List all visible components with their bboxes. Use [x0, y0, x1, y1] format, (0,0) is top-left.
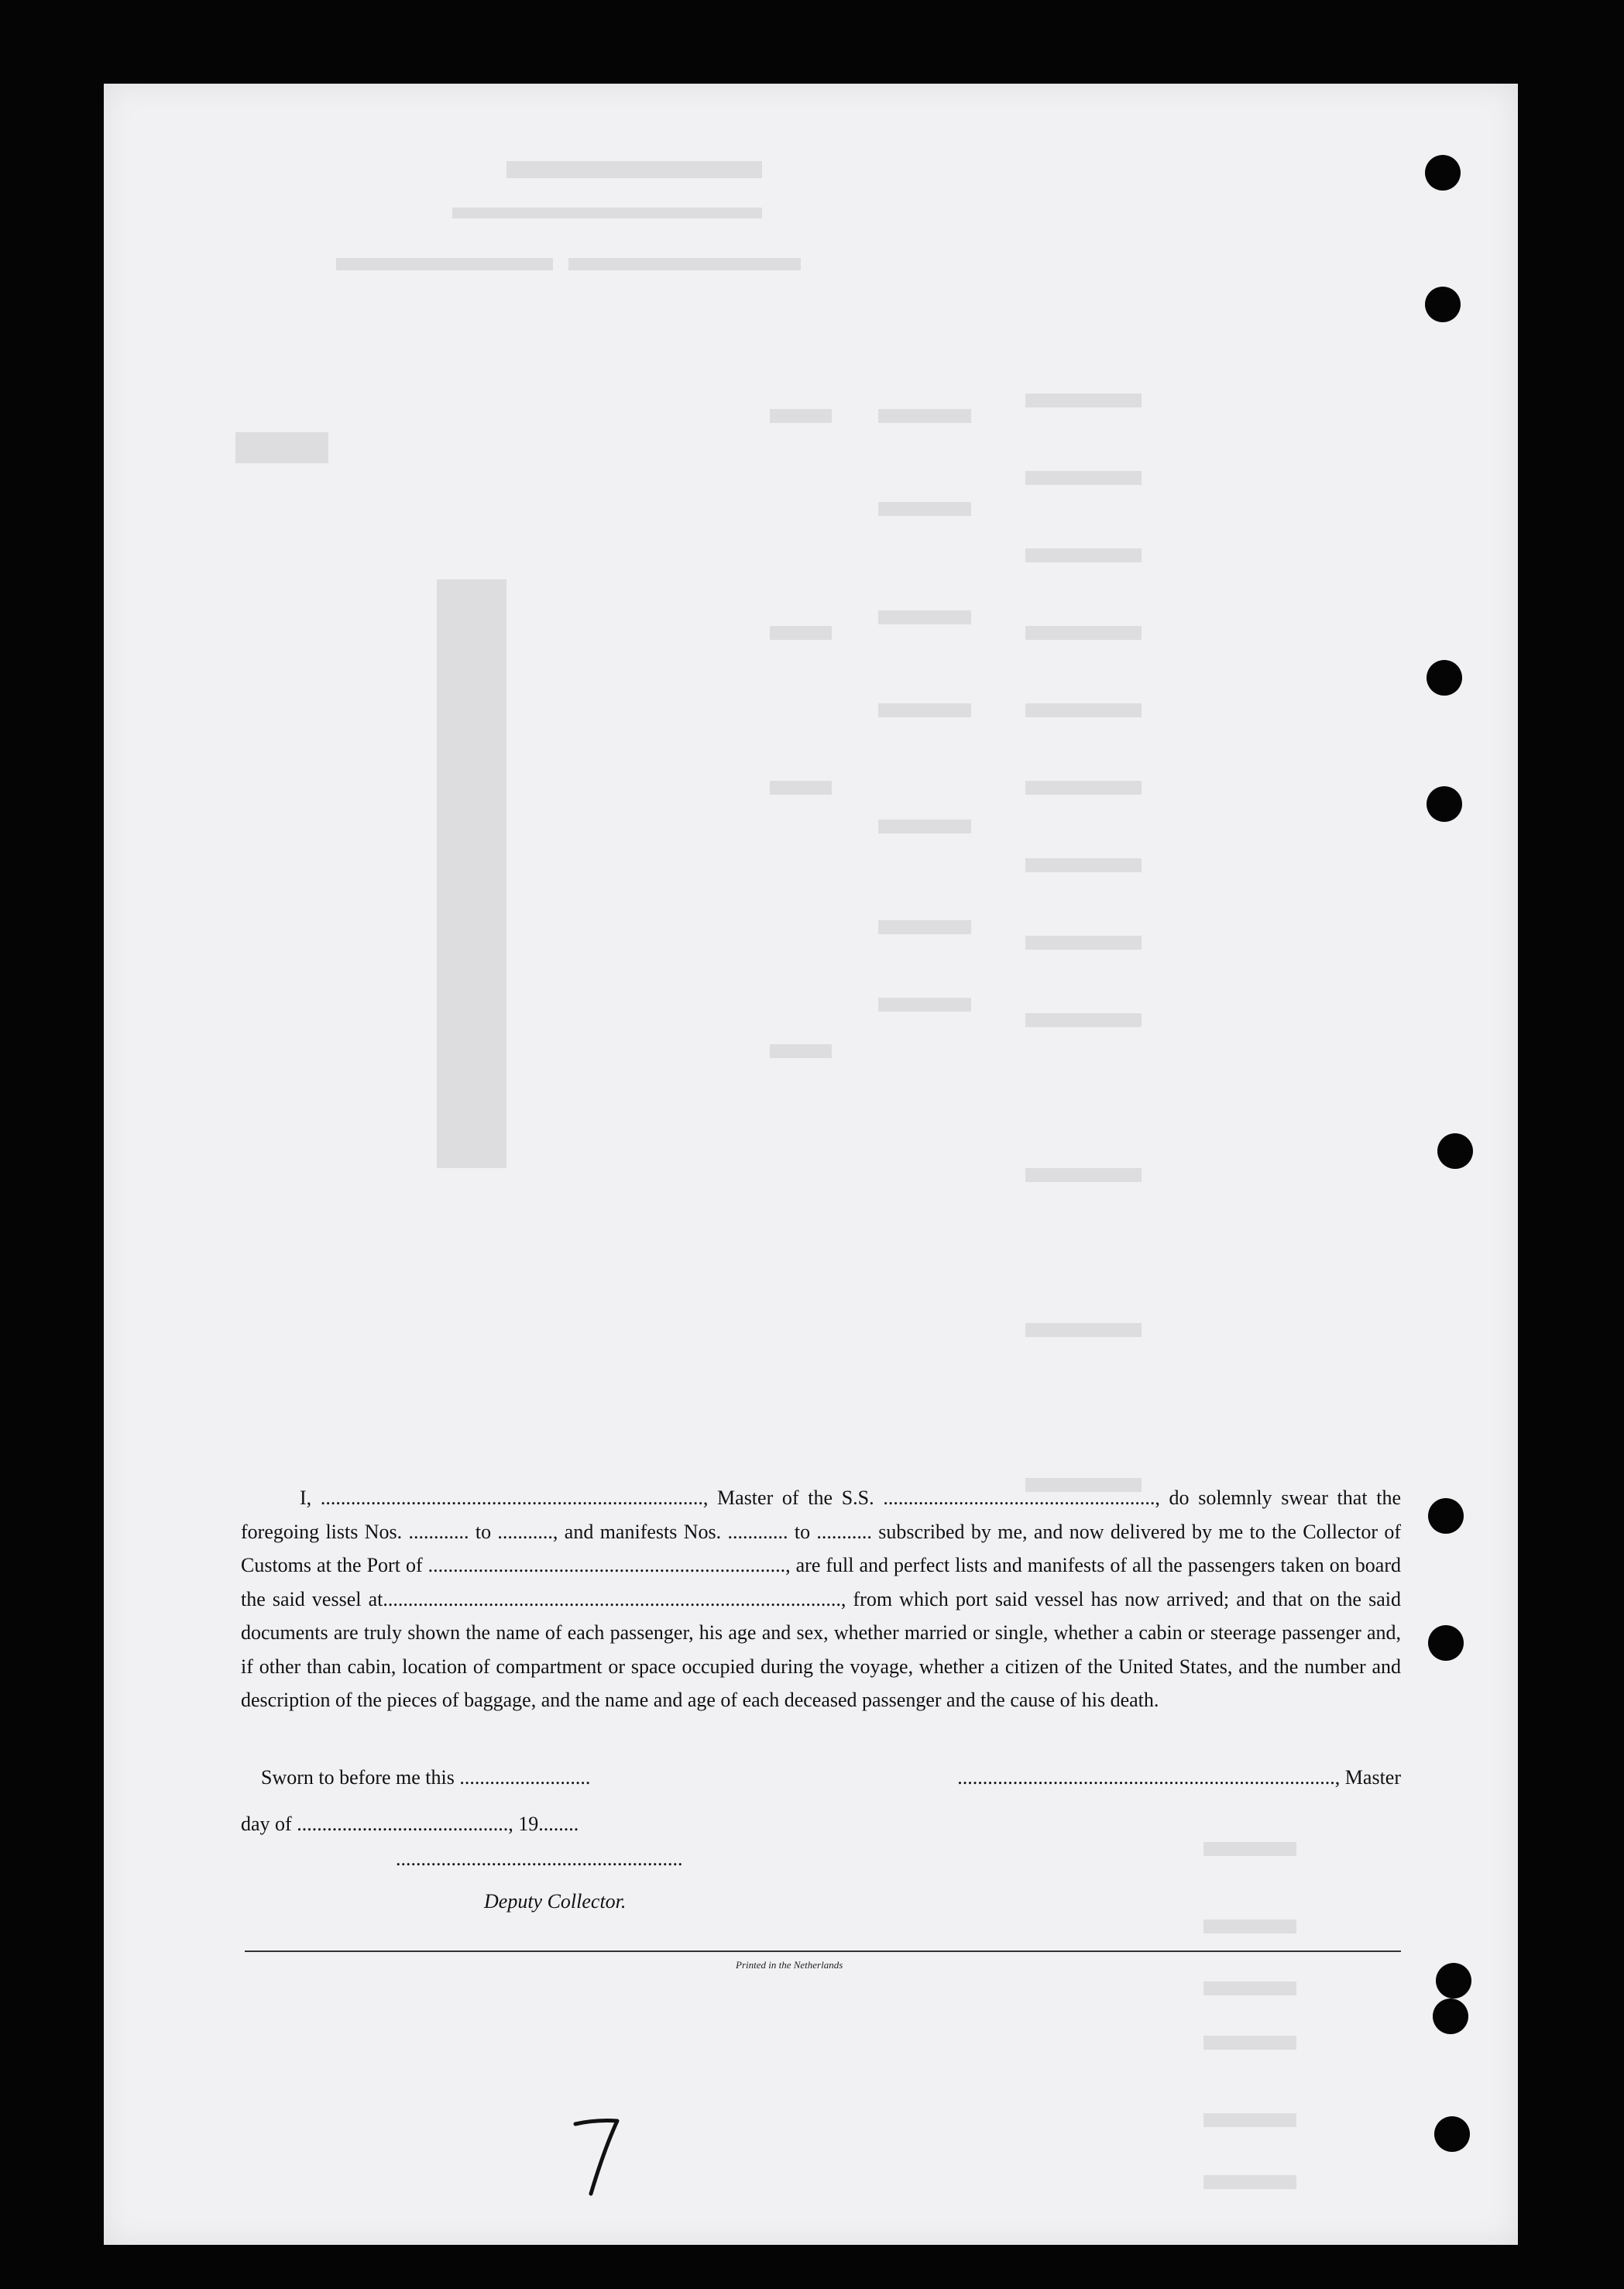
oath-text: I, ............................................................................, Master of the S.S. ......................................................, do solemnly swear that the foregoing lists Nos. ............ to ..........., and manifests Nos. ............ to ........... subscribed by me, and now delivered by me to the Collector of Customs at the Port of ......................................................................., are full and perfect lists and manifests of all the passengers taken on board the said vessel at..........................................................................................., from which port said vessel has now arrived; and that on the said documents are truly shown the name of each passenger, his age and sex, whether married or single, whether a cabin or steerage passenger and, if other than cabin, location of compartment or space occupied during the voyage, whether a citizen of the United States, and the number and description of the pieces of baggage, and the name and age of each deceased passenger and the cause of his death.	[241, 1486, 1401, 1711]
handwritten-page-number	[569, 2115, 623, 2200]
punch-hole	[1427, 786, 1462, 822]
oath-paragraph	[241, 1481, 1401, 1717]
punch-hole	[1437, 1133, 1473, 1169]
footer-rule	[245, 1950, 1401, 1952]
punch-hole	[1428, 1498, 1464, 1534]
punch-hole	[1433, 1999, 1468, 2034]
punch-hole	[1425, 287, 1461, 322]
deputy-collector-label: Deputy Collector.	[484, 1890, 627, 1913]
day-of-line: day of .........................................., 19........	[241, 1813, 579, 1835]
punch-hole	[1428, 1625, 1464, 1661]
punch-hole	[1425, 155, 1461, 191]
punch-hole	[1436, 1963, 1471, 1999]
sworn-block	[241, 1766, 1401, 1921]
punch-hole	[1427, 660, 1462, 696]
printed-in-label: Printed in the Netherlands	[736, 1959, 843, 1971]
punch-hole	[1434, 2116, 1470, 2152]
master-signature-line: ..........................................................................., Master	[957, 1766, 1401, 1789]
deputy-signature-line: .........................................................	[396, 1847, 683, 1870]
sworn-before-line: Sworn to before me this ..........................	[261, 1766, 591, 1789]
